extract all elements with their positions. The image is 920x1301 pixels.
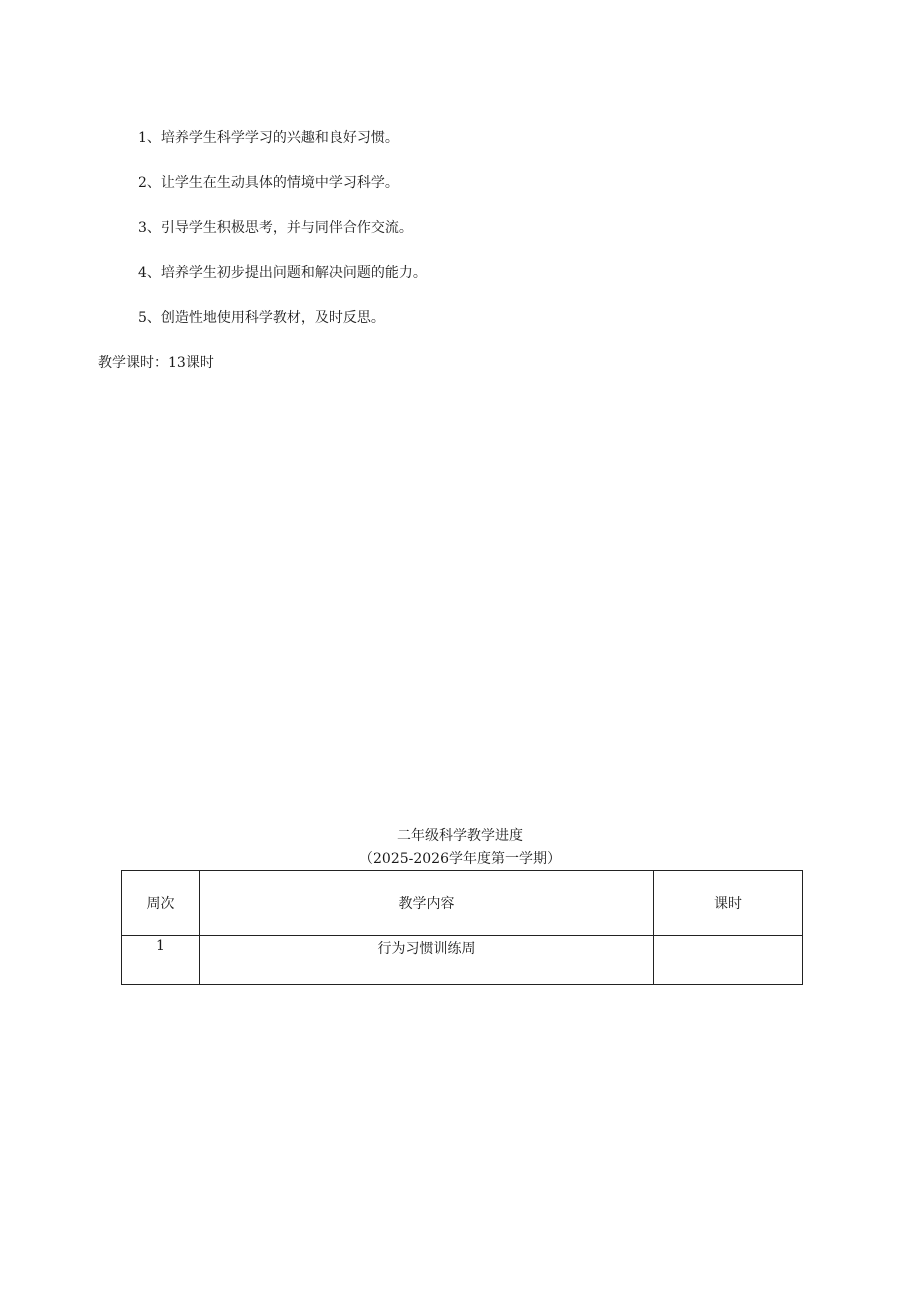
goal-item: 4、培养学生初步提出问题和解决问题的能力。 [138, 265, 427, 281]
goal-item: 1、培养学生科学学习的兴趣和良好习惯。 [138, 130, 399, 146]
schedule-table [121, 870, 803, 985]
goal-item: 3、引导学生积极思考，并与同伴合作交流。 [138, 220, 413, 236]
schedule-title: 二年级科学教学进度 [397, 828, 523, 844]
table-header-row [122, 871, 803, 936]
cell-content: 行为习惯训练周 [200, 936, 654, 985]
table-row [122, 936, 803, 985]
schedule-subtitle: （2025-2026学年度第一学期） [359, 851, 561, 867]
cell-week: 1 [122, 936, 200, 985]
cell-hours [654, 936, 803, 985]
goal-item: 2、让学生在生动具体的情境中学习科学。 [138, 175, 399, 191]
goal-item: 5、创造性地使用科学教材，及时反思。 [138, 310, 385, 326]
teaching-hours: 教学课时：13课时 [98, 355, 214, 371]
header-week: 周次 [122, 871, 200, 936]
header-content: 教学内容 [200, 871, 654, 936]
header-hours: 课时 [654, 871, 803, 936]
